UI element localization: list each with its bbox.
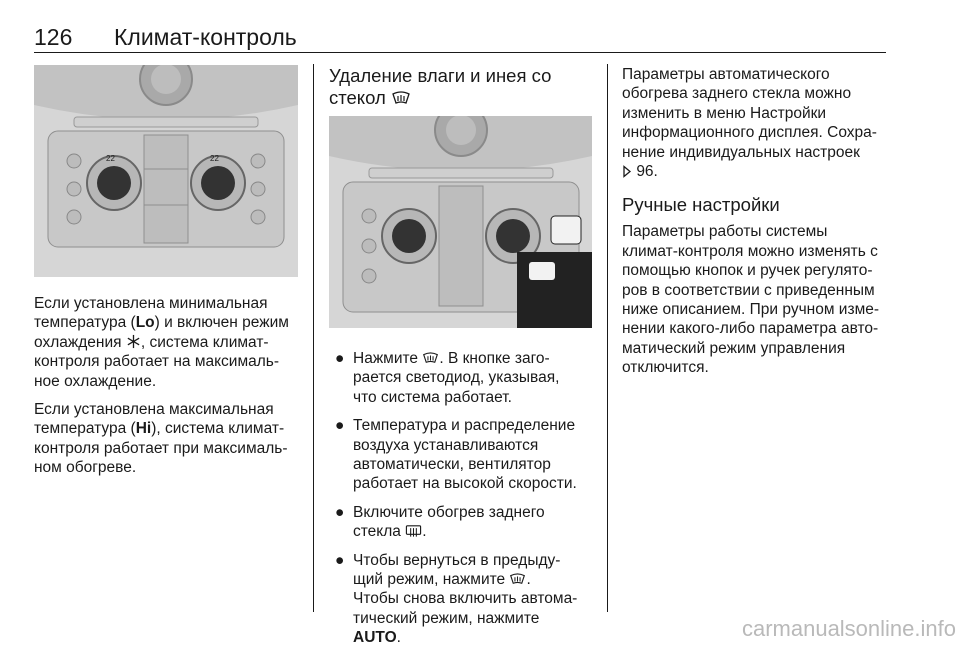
temp-scale-right: 22 [210, 154, 219, 163]
bullet-item-4: ● Чтобы вернуться в предыду- щий режим, нажмите . Чтобы снова включить автома- тический режим, нажмите AUTO. [335, 551, 578, 647]
page-header [34, 22, 886, 53]
page-reference-icon[interactable] [622, 165, 632, 178]
page-number: 126 [34, 24, 73, 50]
paragraph-max-temp: Если установлена максимальная температура (Hi), система климат- контроля работает при максималь- ном обогреве. [34, 401, 288, 477]
column-1 [34, 65, 298, 478]
windshield-defrost-icon [422, 351, 439, 365]
climate-panel-figure-2 [329, 116, 592, 328]
bullet-item-1: ● Нажмите . В кнопке заго- рается светодиод, указывая, что система работает. [335, 350, 560, 406]
section-heading-defrost: Удаление влаги и инея со стекол [329, 65, 552, 108]
bullet-item-3: ● Включите обогрев заднего стекла . [335, 503, 545, 541]
climate-panel-figure-1 [34, 65, 298, 277]
section-heading-manual: Ручные настройки [622, 194, 780, 216]
paragraph-auto-rear-heat: Параметры автоматического обогрева заднего стекла можно изменить в меню Настройки информационного дисплея. Сохра- нение индивидуальных настроек 96. [622, 66, 877, 181]
windshield-defrost-icon [509, 572, 526, 586]
column-2 [329, 65, 592, 657]
column-divider-1 [313, 64, 314, 612]
paragraph-min-temp: Если установлена минимальная температура (Lo) и включен режим охлаждения , система климат- контроля работает на максималь- ное охлаждение. [34, 295, 289, 390]
column-3 [622, 65, 886, 378]
snowflake-icon [126, 334, 141, 349]
column-divider-2 [607, 64, 608, 612]
paragraph-manual-settings: Параметры работы системы климат-контроля можно изменять с помощью кнопок и ручек регулято- ров в соответствии с приведенным ниже описанием. При ручном изме- нении какого-либо параметра авто- матический режим управления отключится. [622, 223, 880, 377]
rear-window-heat-icon [405, 524, 422, 538]
watermark: carmanualsonline.info [741, 616, 956, 641]
page-title: Климат-контроль [114, 24, 297, 50]
bullet-item-2: ● Температура и распределение воздуха устанавливаются автоматически, вентилятор работает на высокой скорости. [335, 417, 577, 493]
windshield-defrost-icon [391, 90, 411, 106]
temp-scale-left: 22 [106, 154, 115, 163]
